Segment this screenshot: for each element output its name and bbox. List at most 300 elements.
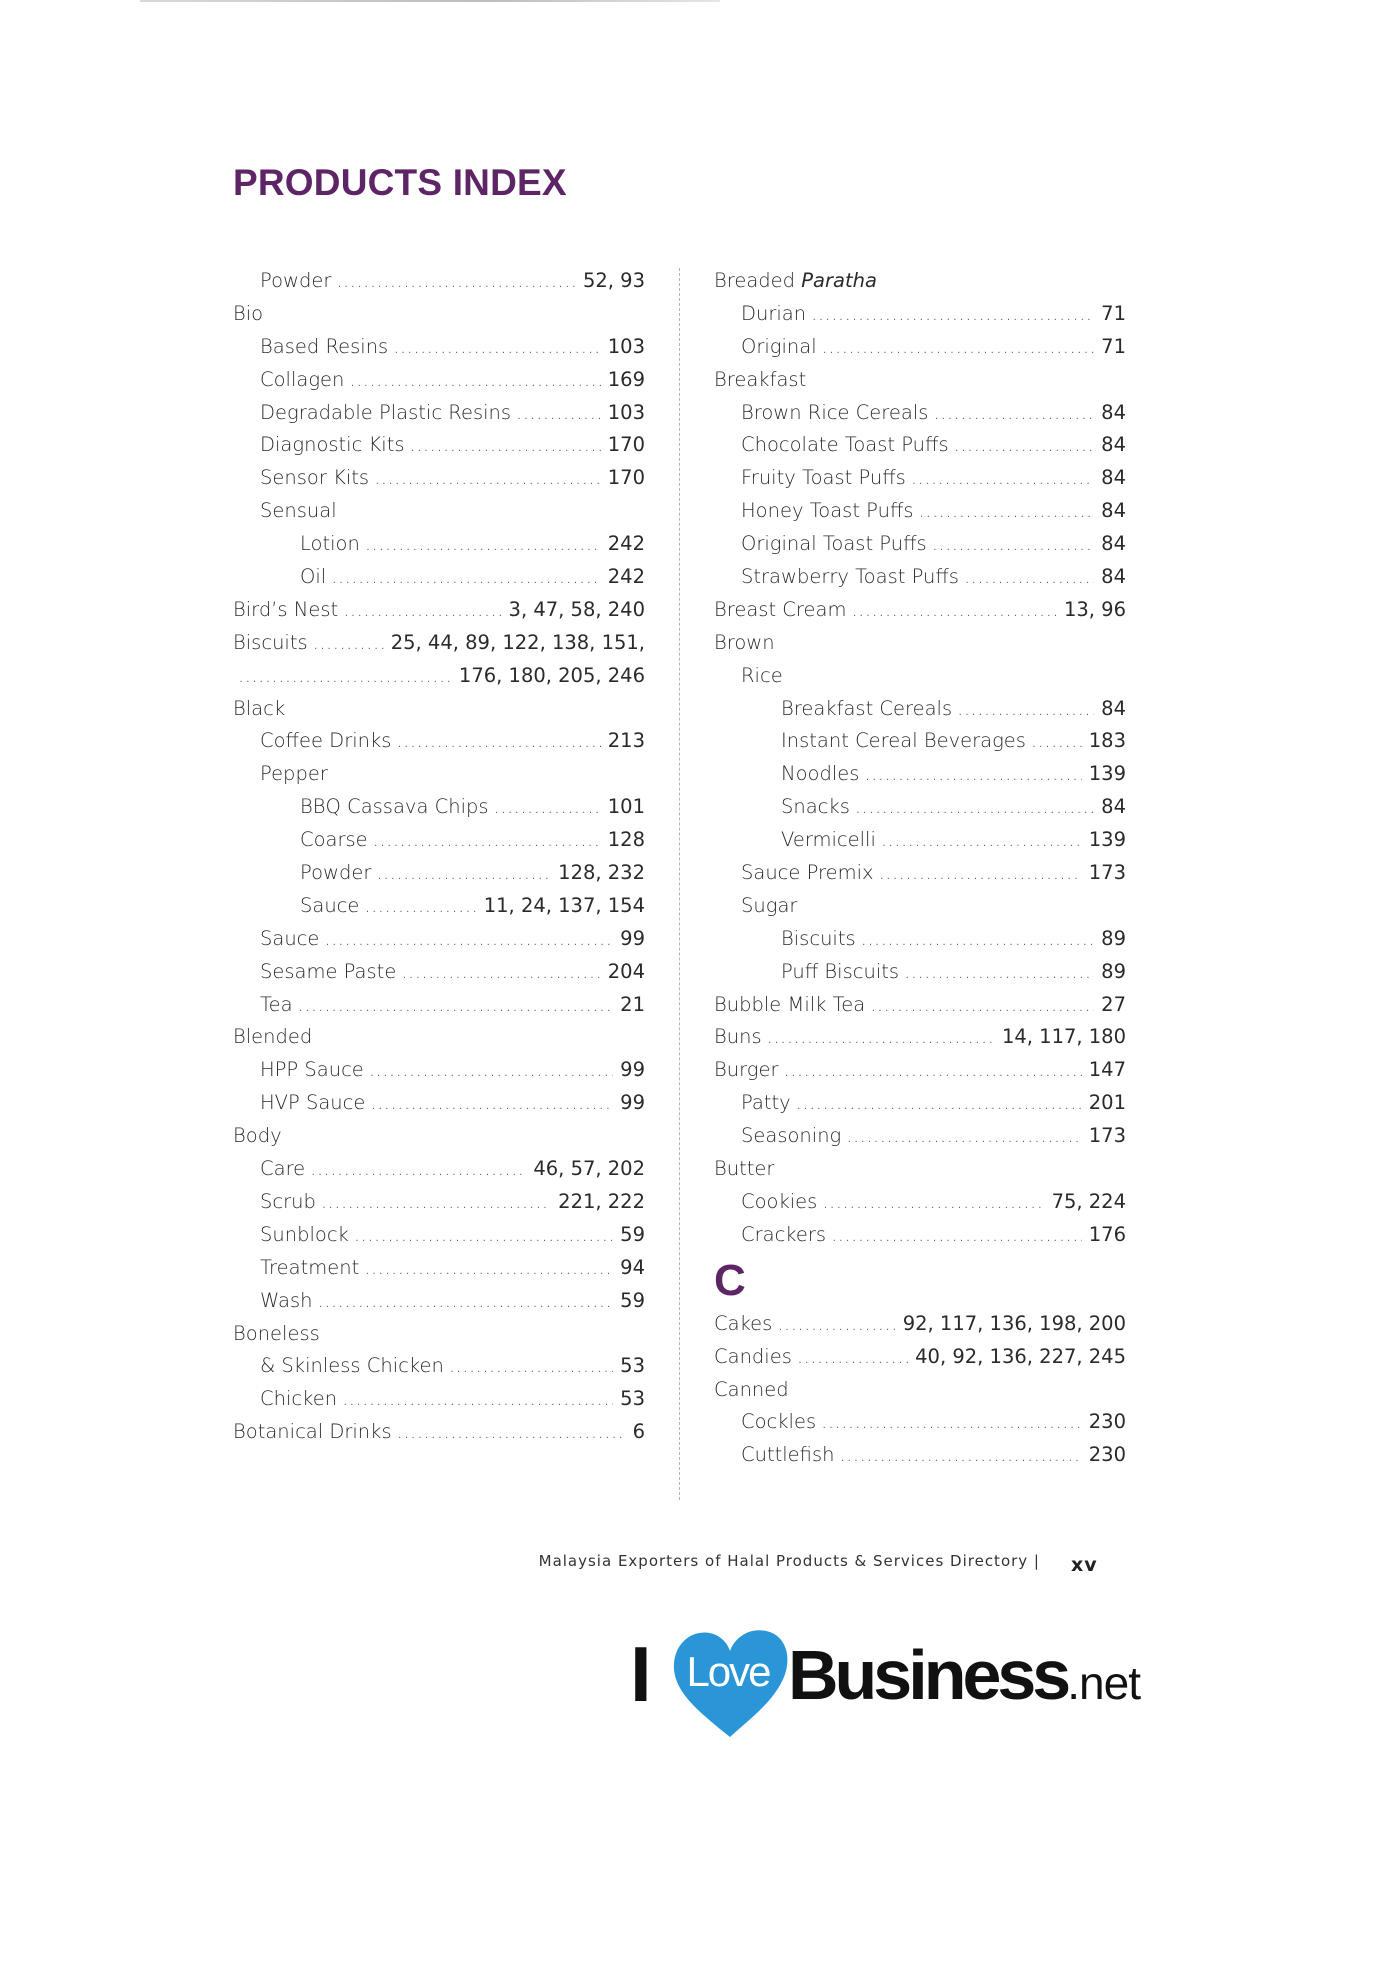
dot-leader — [397, 1416, 626, 1449]
index-entry — [714, 397, 1126, 430]
index-entry — [233, 725, 645, 758]
page-numbers: 170 — [607, 433, 645, 457]
page-numbers: 75, 224 — [1051, 1189, 1126, 1213]
dot-leader — [933, 397, 1094, 430]
dot-leader — [342, 1383, 613, 1416]
page-numbers: 59 — [620, 1222, 645, 1246]
index-term-text: Based Resins — [260, 334, 389, 358]
index-entry — [714, 1087, 1126, 1120]
dot-leader — [957, 693, 1094, 726]
page-numbers: 84 — [1101, 499, 1126, 523]
page-numbers: 213 — [607, 729, 645, 753]
index-term-text: Sesame Paste — [260, 959, 397, 983]
index-entry — [233, 429, 645, 462]
index-term — [781, 758, 859, 791]
index-term — [260, 1285, 313, 1318]
index-term-text: & Skinless Chicken — [260, 1354, 444, 1378]
logo-i-letter: I — [630, 1630, 652, 1718]
index-entry — [714, 429, 1126, 462]
index-term-text: Rice — [741, 663, 783, 687]
index-entry — [233, 956, 645, 989]
index-term — [741, 890, 797, 923]
dot-leader — [861, 923, 1095, 956]
index-term — [233, 1021, 312, 1054]
dot-leader — [881, 824, 1082, 857]
index-term-text: Bio — [233, 301, 264, 325]
index-entry — [714, 660, 1126, 693]
index-entry — [714, 791, 1126, 824]
index-term — [741, 528, 927, 561]
index-entry — [714, 364, 1126, 397]
index-term-text: Patty — [741, 1091, 791, 1115]
page-numbers: 103 — [607, 334, 645, 358]
index-entry — [233, 1186, 645, 1219]
dot-leader — [364, 890, 476, 923]
dot-leader — [370, 1087, 613, 1120]
index-entry — [233, 1021, 645, 1054]
index-term-text: Instant Cereal Beverages — [781, 729, 1026, 753]
dot-leader — [396, 725, 600, 758]
index-term — [714, 1054, 779, 1087]
index-term — [714, 364, 806, 397]
index-term-text: Honey Toast Puffs — [741, 499, 914, 523]
index-term — [741, 1219, 826, 1252]
index-term-text: Sauce — [260, 926, 320, 950]
top-rule — [140, 0, 720, 2]
index-entry — [714, 1021, 1126, 1054]
index-term-text: Cookies — [741, 1189, 818, 1213]
index-term-text: Wash — [260, 1288, 313, 1312]
index-term-text: Snacks — [781, 795, 850, 819]
index-term — [300, 890, 359, 923]
index-term-text: Degradable Plastic Resins — [260, 400, 512, 424]
index-term — [233, 298, 263, 331]
index-entry — [233, 693, 645, 726]
index-term-text: HVP Sauce — [260, 1091, 366, 1115]
dot-leader — [321, 1186, 551, 1219]
index-term-text: Brown Rice Cereals — [741, 400, 929, 424]
index-term — [781, 956, 899, 989]
dot-leader — [494, 791, 601, 824]
index-entry — [714, 824, 1126, 857]
index-term-text: HPP Sauce — [260, 1058, 364, 1082]
dot-leader — [822, 1186, 1044, 1219]
dot-leader — [331, 561, 601, 594]
page-numbers: 84 — [1101, 433, 1126, 457]
page-numbers: 99 — [620, 1091, 645, 1115]
index-term-text: Puff Biscuits — [781, 959, 900, 983]
index-term-text: Butter — [714, 1157, 775, 1181]
index-entry — [233, 594, 645, 627]
dot-leader — [870, 989, 1094, 1022]
index-entry — [714, 956, 1126, 989]
dot-leader — [954, 429, 1095, 462]
index-entry — [714, 1308, 1126, 1341]
index-term — [741, 1439, 834, 1472]
index-term-text: Durian — [741, 301, 807, 325]
page-numbers: 53 — [620, 1387, 645, 1411]
index-column-left — [233, 265, 645, 1449]
index-term-text: Sauce — [300, 893, 360, 917]
logo-business-text: Business — [788, 1636, 1068, 1714]
index-entry — [233, 1120, 645, 1153]
index-term — [260, 331, 388, 364]
page-title: PRODUCTS INDEX — [233, 162, 567, 203]
index-entry — [233, 857, 645, 890]
page-numbers: 59 — [620, 1288, 645, 1312]
index-entry — [714, 561, 1126, 594]
index-term — [260, 495, 337, 528]
page-numbers: 84 — [1101, 696, 1126, 720]
page-numbers: 14, 117, 180 — [1001, 1025, 1126, 1049]
index-entry — [233, 1087, 645, 1120]
page-numbers: 6 — [632, 1420, 645, 1444]
index-term-text: Breakfast Cereals — [781, 696, 953, 720]
dot-leader — [864, 758, 1081, 791]
dot-leader — [364, 1252, 613, 1285]
page-numbers: 46, 57, 202 — [533, 1157, 645, 1181]
page-numbers: 230 — [1088, 1410, 1126, 1434]
index-entry — [233, 1383, 645, 1416]
index-entry — [714, 1186, 1126, 1219]
index-term — [260, 429, 405, 462]
index-term-text: Cakes — [714, 1311, 773, 1335]
index-entry — [233, 1252, 645, 1285]
dot-leader — [318, 1285, 614, 1318]
dot-leader — [964, 561, 1094, 594]
index-term-text: Sauce Premix — [741, 861, 874, 885]
dot-leader — [831, 1219, 1082, 1252]
dot-leader — [919, 495, 1095, 528]
page-numbers: 103 — [607, 400, 645, 424]
index-entry — [233, 495, 645, 528]
index-term — [260, 1252, 359, 1285]
page-numbers: 89 — [1101, 959, 1126, 983]
page-numbers: 84 — [1101, 466, 1126, 490]
index-entry — [714, 758, 1126, 791]
index-entry — [233, 1318, 645, 1351]
page-numbers: 53 — [620, 1354, 645, 1378]
dot-leader — [821, 1406, 1082, 1439]
index-entry — [233, 1350, 645, 1383]
index-term-text: Cuttlefish — [741, 1443, 835, 1467]
index-entry — [714, 989, 1126, 1022]
page-numbers: 84 — [1101, 532, 1126, 556]
page-numbers: 94 — [620, 1255, 645, 1279]
index-term — [741, 397, 928, 430]
index-entry — [714, 1439, 1126, 1472]
index-term-text: Body — [233, 1124, 282, 1148]
index-term — [741, 1186, 817, 1219]
index-term-text: Bird’s Nest — [233, 597, 339, 621]
page-numbers: 25, 44, 89, 122, 138, 151, — [390, 630, 645, 654]
index-entry — [233, 1416, 645, 1449]
index-term — [300, 561, 326, 594]
page-number: xv — [1071, 1554, 1098, 1576]
page-numbers: 11, 24, 137, 154 — [483, 893, 645, 917]
page-numbers: 173 — [1088, 861, 1126, 885]
index-entry — [233, 758, 645, 791]
index-term — [714, 594, 846, 627]
index-term-text: Chocolate Toast Puffs — [741, 433, 949, 457]
index-term — [233, 693, 285, 726]
index-term — [714, 265, 877, 298]
index-entry — [714, 495, 1126, 528]
dot-leader — [796, 1087, 1082, 1120]
page-numbers: 21 — [620, 992, 645, 1016]
index-entry — [233, 989, 645, 1022]
logo-love-word: Love — [686, 1648, 770, 1695]
index-term-text: Vermicelli — [781, 828, 876, 852]
index-term — [260, 758, 328, 791]
index-term — [781, 693, 952, 726]
index-term — [741, 1406, 816, 1439]
index-entry — [714, 331, 1126, 364]
index-term-text: Buns — [714, 1025, 762, 1049]
page-numbers: 3, 47, 58, 240 — [508, 597, 645, 621]
index-entry — [233, 1285, 645, 1318]
index-term — [300, 791, 489, 824]
logo-net-suffix: .net — [1067, 1657, 1140, 1709]
page-numbers: 92, 117, 136, 198, 200 — [902, 1311, 1126, 1335]
index-term — [260, 956, 396, 989]
index-term — [781, 791, 850, 824]
index-entry — [714, 1219, 1126, 1252]
index-term — [260, 1219, 349, 1252]
index-term — [260, 1087, 365, 1120]
index-term — [741, 298, 806, 331]
index-term — [300, 528, 360, 561]
index-term — [260, 725, 391, 758]
index-term — [300, 857, 371, 890]
page-numbers: 99 — [620, 1058, 645, 1082]
page-numbers: 176 — [1088, 1222, 1126, 1246]
index-entry — [714, 265, 1126, 298]
dot-leader — [313, 627, 384, 660]
dot-leader — [449, 1350, 613, 1383]
dot-leader — [376, 857, 551, 890]
index-term-text: BBQ Cassava Chips — [300, 795, 489, 819]
index-term-text: Tea — [260, 992, 293, 1016]
dot-leader — [310, 1153, 526, 1186]
index-term-text: Original Toast Puffs — [741, 532, 927, 556]
index-entry — [714, 1120, 1126, 1153]
page-numbers: 139 — [1088, 828, 1126, 852]
index-entry — [233, 660, 645, 693]
ilovebusiness-logo — [630, 1625, 1140, 1740]
index-term — [781, 923, 856, 956]
dot-leader — [911, 462, 1094, 495]
index-term-text: Biscuits — [233, 630, 308, 654]
dot-leader — [393, 331, 601, 364]
page-numbers: 128 — [607, 828, 645, 852]
index-term-text: Sugar — [741, 893, 798, 917]
index-term — [233, 627, 308, 660]
dot-leader — [369, 1054, 613, 1087]
index-entry — [233, 397, 645, 430]
index-term — [233, 1120, 282, 1153]
index-term-text: Blended — [233, 1025, 313, 1049]
index-term-text: Botanical Drinks — [233, 1420, 392, 1444]
index-term — [260, 1383, 337, 1416]
index-term-text: Breast Cream — [714, 597, 847, 621]
index-term — [714, 1153, 774, 1186]
page-numbers: 84 — [1101, 795, 1126, 819]
index-entry — [233, 1219, 645, 1252]
index-term-italic: Paratha — [801, 269, 877, 292]
page-numbers: 169 — [607, 367, 645, 391]
index-term-text: Canned — [714, 1377, 789, 1401]
index-term — [714, 1341, 792, 1374]
index-entry — [233, 331, 645, 364]
dot-leader — [767, 1021, 995, 1054]
index-term — [260, 1350, 444, 1383]
page-numbers: 221, 222 — [558, 1189, 645, 1213]
index-entry — [714, 725, 1126, 758]
index-entry — [233, 364, 645, 397]
index-term — [260, 1186, 316, 1219]
dot-leader — [855, 791, 1094, 824]
index-entry — [714, 857, 1126, 890]
index-entry — [714, 627, 1126, 660]
page-numbers: 101 — [607, 795, 645, 819]
index-entry — [714, 890, 1126, 923]
footer-directory-title: Malaysia Exporters of Halal Products & Services Directory | — [538, 1552, 1040, 1570]
index-term-text: Sensor Kits — [260, 466, 370, 490]
dot-leader — [373, 824, 601, 857]
index-term-text: Powder — [260, 269, 332, 292]
index-term-text: Crackers — [741, 1222, 827, 1246]
index-entry — [233, 1054, 645, 1087]
dot-leader — [1031, 725, 1082, 758]
index-term — [260, 989, 293, 1022]
index-term-text: Scrub — [260, 1189, 316, 1213]
index-term-text: Treatment — [260, 1255, 360, 1279]
index-term-text: Biscuits — [781, 926, 856, 950]
index-term-text: Coarse — [300, 828, 368, 852]
index-term — [741, 495, 914, 528]
page-numbers: 40, 92, 136, 227, 245 — [915, 1344, 1126, 1368]
dot-leader — [374, 462, 601, 495]
index-entry — [233, 561, 645, 594]
index-term — [260, 397, 511, 430]
dot-leader — [851, 594, 1057, 627]
dot-leader — [932, 528, 1094, 561]
page-numbers: 147 — [1088, 1058, 1126, 1082]
index-term-text: Sunblock — [260, 1222, 349, 1246]
page-numbers: 99 — [620, 926, 645, 950]
dot-leader — [839, 1439, 1081, 1472]
index-term-text: Brown — [714, 630, 775, 654]
index-term-text: Diagnostic Kits — [260, 433, 405, 457]
dot-leader — [516, 397, 601, 430]
dot-leader — [354, 1219, 613, 1252]
index-entry — [233, 265, 645, 298]
index-entry — [714, 298, 1126, 331]
index-term — [260, 1153, 305, 1186]
index-term — [233, 1416, 392, 1449]
page-numbers: 183 — [1088, 729, 1126, 753]
index-term — [714, 1021, 762, 1054]
index-term-text: Fruity Toast Puffs — [741, 466, 906, 490]
index-entry — [714, 1054, 1126, 1087]
index-entry — [714, 594, 1126, 627]
index-term-text: Burger — [714, 1058, 779, 1082]
page-numbers: 201 — [1088, 1091, 1126, 1115]
index-term-text: Chicken — [260, 1387, 338, 1411]
logo-business-word — [788, 1635, 1140, 1723]
index-entry — [714, 1153, 1126, 1186]
column-divider — [679, 268, 680, 1500]
index-term — [260, 265, 331, 298]
index-term-text: Noodles — [781, 762, 860, 786]
page-numbers: 71 — [1101, 301, 1126, 325]
index-term-text: Care — [260, 1157, 306, 1181]
page-numbers: 13, 96 — [1063, 597, 1126, 621]
index-entry — [714, 528, 1126, 561]
index-term — [714, 1374, 789, 1407]
index-entry — [714, 923, 1126, 956]
index-term-text: Coffee Drinks — [260, 729, 392, 753]
dot-leader — [349, 364, 600, 397]
index-entry — [233, 1153, 645, 1186]
index-term — [741, 462, 906, 495]
index-term-text: Lotion — [300, 532, 360, 556]
dot-leader — [336, 265, 576, 298]
index-term-text: Oil — [300, 565, 327, 589]
index-entry — [714, 693, 1126, 726]
index-term — [260, 1054, 364, 1087]
dot-leader — [401, 956, 600, 989]
index-term-text: Original — [741, 334, 817, 358]
dot-leader — [777, 1308, 895, 1341]
index-term-text: Pepper — [260, 762, 328, 786]
index-term — [781, 824, 876, 857]
page-numbers: 176, 180, 205, 246 — [458, 663, 645, 687]
section-letter: C — [714, 1255, 746, 1305]
index-term-text: Strawberry Toast Puffs — [741, 565, 959, 589]
index-term — [233, 594, 338, 627]
page-numbers: 139 — [1088, 762, 1126, 786]
index-entry — [233, 890, 645, 923]
index-term-text: Sensual — [260, 499, 337, 523]
index-term-text: Collagen — [260, 367, 345, 391]
index-term-text: Breaded — [714, 269, 796, 292]
dot-leader — [324, 923, 613, 956]
index-term — [714, 989, 865, 1022]
index-entry — [233, 791, 645, 824]
index-term-text: Breakfast — [714, 367, 807, 391]
dot-leader — [238, 660, 452, 693]
index-entry — [233, 528, 645, 561]
index-column-right — [714, 265, 1126, 1472]
index-term-text: Candies — [714, 1344, 792, 1368]
index-entry — [714, 1374, 1126, 1407]
page-numbers: 173 — [1088, 1124, 1126, 1148]
index-entry — [233, 627, 645, 660]
page-numbers: 230 — [1088, 1443, 1126, 1467]
dot-leader — [343, 594, 501, 627]
index-term — [300, 824, 368, 857]
index-term — [260, 923, 319, 956]
dot-leader — [410, 429, 601, 462]
index-term — [714, 1308, 772, 1341]
index-term — [741, 1120, 841, 1153]
page-numbers: 89 — [1101, 926, 1126, 950]
index-term-text: Powder — [300, 861, 372, 885]
page-numbers: 242 — [607, 532, 645, 556]
index-term — [714, 627, 775, 660]
